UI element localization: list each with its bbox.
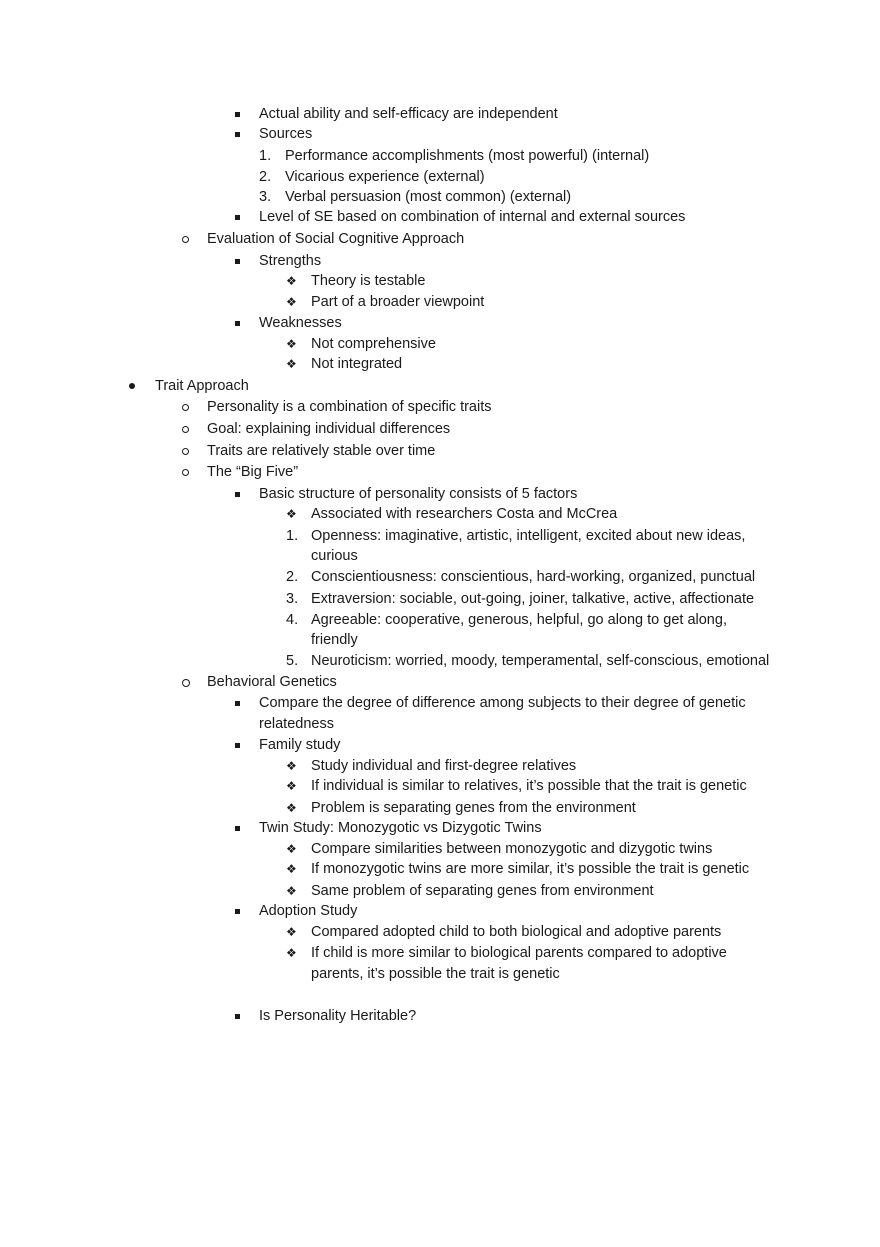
diamond-bullet-icon: ❖ [286,507,297,521]
diamond-bullet-icon: ❖ [286,842,297,856]
line-text: Not comprehensive [311,336,436,352]
line-text: Actual ability and self-efficacy are independent [259,106,558,122]
square-bullet-icon [235,259,240,264]
line-text: Not integrated [311,356,403,372]
diamond-bullet-icon: ❖ [286,801,297,815]
list-number: 5. [286,653,299,669]
line-text: Agreeable: cooperative, generous, helpful, go along to get along, [311,612,727,628]
list-number: 2. [259,169,272,185]
line-text: Extraversion: sociable, out-going, joiner, talkative, active, affectionate [311,591,755,607]
square-bullet-icon [235,321,240,326]
line-text: The “Big Five” [207,464,299,480]
line-text: Associated with researchers Costa and McCrea [311,506,618,522]
square-bullet-icon [235,132,240,137]
square-bullet-icon [235,743,240,748]
line-text: Sources [259,126,313,142]
diamond-bullet-icon: ❖ [286,274,297,288]
diamond-bullet-icon: ❖ [286,946,297,960]
line-text: Basic structure of personality consists of 5 factors [259,486,578,502]
list-number: 1. [286,528,299,544]
diamond-bullet-icon: ❖ [286,295,297,309]
line-text: Trait Approach [155,378,249,394]
line-text: Same problem of separating genes from environment [311,883,654,899]
list-number: 1. [259,148,272,164]
list-number: 3. [286,591,299,607]
diamond-bullet-icon: ❖ [286,862,297,876]
line-text: Traits are relatively stable over time [207,443,436,459]
line-text: Compare the degree of difference among subjects to their degree of genetic [259,695,746,711]
line-text: Performance accomplishments (most powerful) (internal) [285,148,650,164]
line-text: relatedness [259,716,334,732]
line-text: If monozygotic twins are more similar, it’s possible the trait is genetic [311,861,750,877]
line-text: parents, it’s possible the trait is genetic [311,966,560,982]
circle-bullet-icon [182,448,189,455]
diamond-bullet-icon: ❖ [286,759,297,773]
circle-bullet-icon [182,679,190,687]
line-text: Vicarious experience (external) [285,169,485,185]
line-text: Compared adopted child to both biological and adoptive parents [311,924,722,940]
line-text: Adoption Study [259,903,358,919]
line-text: Family study [259,737,341,753]
diamond-bullet-icon: ❖ [286,357,297,371]
square-bullet-icon [235,492,240,497]
line-text: If child is more similar to biological parents compared to adoptive [311,945,727,961]
square-bullet-icon [235,112,240,117]
line-text: Twin Study: Monozygotic vs Dizygotic Twins [259,820,542,836]
square-bullet-icon [235,701,240,706]
line-text: Level of SE based on combination of internal and external sources [259,209,686,225]
line-text: Is Personality Heritable? [259,1008,417,1024]
line-text: Verbal persuasion (most common) (external) [285,189,572,205]
diamond-bullet-icon: ❖ [286,884,297,898]
line-text: Evaluation of Social Cognitive Approach [207,231,465,247]
circle-bullet-icon [182,426,189,433]
square-bullet-icon [235,826,240,831]
list-number: 2. [286,569,299,585]
line-text: Personality is a combination of specific traits [207,399,492,415]
line-text: Behavioral Genetics [207,674,337,690]
square-bullet-icon [235,215,240,220]
line-text: friendly [311,632,358,648]
line-text: Problem is separating genes from the environment [311,800,636,816]
disc-bullet-icon [129,383,135,389]
list-number: 4. [286,612,299,628]
line-text: Compare similarities between monozygotic and dizygotic twins [311,841,713,857]
line-text: Openness: imaginative, artistic, intelligent, excited about new ideas, [311,528,746,544]
line-text: If individual is similar to relatives, it’s possible that the trait is genetic [311,778,747,794]
line-text: Part of a broader viewpoint [311,294,485,310]
line-text: Neuroticism: worried, moody, temperamental, self-conscious, emotional [311,653,770,669]
line-text: Strengths [259,253,322,269]
line-text: Conscientiousness: conscientious, hard-working, organized, punctual [311,569,756,585]
circle-bullet-icon [182,469,189,476]
line-text: Study individual and first-degree relatives [311,758,577,774]
square-bullet-icon [235,909,240,914]
circle-bullet-icon [182,236,189,243]
line-text: Goal: explaining individual differences [207,421,451,437]
line-text: Weaknesses [259,315,342,331]
line-text: Theory is testable [311,273,426,289]
circle-bullet-icon [182,404,189,411]
diamond-bullet-icon: ❖ [286,779,297,793]
diamond-bullet-icon: ❖ [286,925,297,939]
list-number: 3. [259,189,272,205]
square-bullet-icon [235,1014,240,1019]
diamond-bullet-icon: ❖ [286,337,297,351]
line-text: curious [311,548,358,564]
